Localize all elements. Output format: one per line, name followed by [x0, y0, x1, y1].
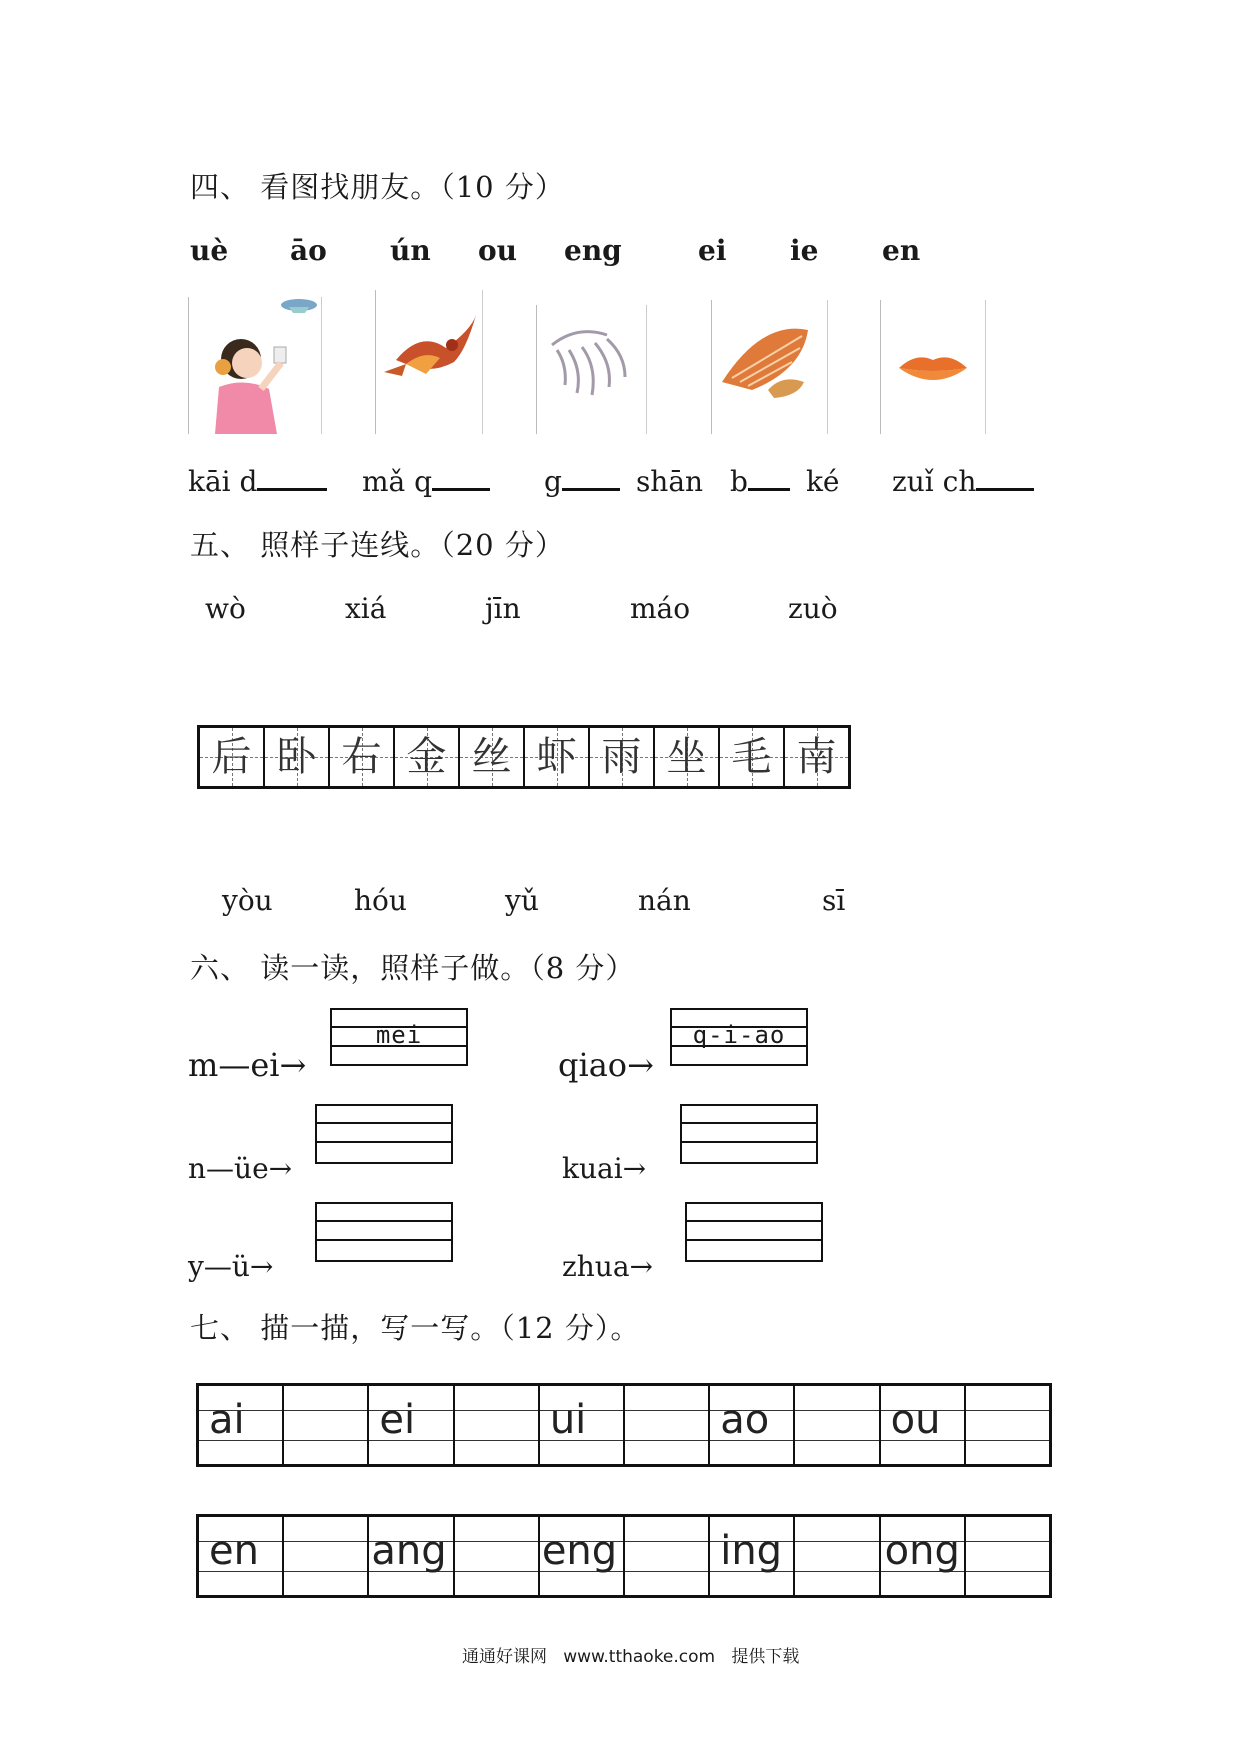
writing-cell[interactable]: [881, 1517, 966, 1595]
writing-cell[interactable]: [795, 1517, 880, 1595]
answer-text: b: [730, 465, 748, 498]
final-un: ún: [390, 234, 431, 267]
trace-text: ui: [549, 1397, 587, 1443]
trace-text: ing: [720, 1528, 783, 1574]
shell-picture: [711, 300, 828, 434]
spell-box-zhua[interactable]: [685, 1202, 823, 1262]
bottom-pinyin-yu: yǔ: [505, 884, 539, 917]
top-pinyin-mao: máo: [630, 592, 691, 625]
char: 毛: [731, 734, 772, 780]
answer-blank[interactable]: [562, 462, 620, 491]
answer-text: zuǐ ch: [892, 465, 977, 498]
writing-cell[interactable]: [710, 1386, 795, 1464]
footer-site-name: 通通好课网: [462, 1647, 547, 1667]
girl-switching-light-picture: [188, 297, 322, 434]
char-cell[interactable]: [460, 728, 525, 786]
writing-cell[interactable]: [455, 1517, 540, 1595]
writing-cell[interactable]: [710, 1517, 795, 1595]
char-cell[interactable]: [265, 728, 330, 786]
writing-cell[interactable]: [625, 1386, 710, 1464]
char-cell[interactable]: [200, 728, 265, 786]
answer-kaideng: [188, 462, 327, 498]
char-cell[interactable]: [525, 728, 590, 786]
character-grid: [197, 725, 851, 789]
char: 南: [796, 734, 837, 780]
writing-grid-row1: [196, 1383, 1052, 1467]
writing-cell[interactable]: [455, 1386, 540, 1464]
char-cell[interactable]: [395, 728, 460, 786]
writing-cell[interactable]: [284, 1386, 369, 1464]
char: 坐: [666, 734, 707, 780]
trace-text: eng: [541, 1528, 618, 1574]
char: 金: [406, 734, 447, 780]
footer: [462, 1642, 799, 1667]
spell-box-kuai[interactable]: [680, 1104, 818, 1164]
top-pinyin-jin: jīn: [485, 592, 521, 625]
feather-grass-picture: [536, 305, 647, 434]
answer-text: g: [544, 465, 562, 498]
writing-cell[interactable]: [540, 1517, 625, 1595]
answer-zuichun: [892, 462, 1034, 498]
spell-box-nue[interactable]: [315, 1104, 453, 1164]
final-ei: ei: [698, 234, 727, 267]
bird-picture: [375, 290, 483, 434]
spell-label-kuai: kuai→: [562, 1152, 647, 1185]
trace-text: ang: [371, 1528, 447, 1574]
spell-label-nue: n—üe→: [188, 1152, 293, 1185]
trace-text: ou: [890, 1397, 941, 1443]
char: 雨: [601, 734, 642, 780]
writing-cell[interactable]: [795, 1386, 880, 1464]
answer-blank[interactable]: [748, 462, 790, 491]
spell-box-qiao[interactable]: [670, 1008, 808, 1066]
writing-cell[interactable]: [199, 1517, 284, 1595]
answer-text: shān: [635, 465, 704, 498]
trace-text: ong: [884, 1528, 960, 1574]
final-eng: eng: [564, 234, 622, 267]
char: 右: [341, 734, 382, 780]
spell-box-yu[interactable]: [315, 1202, 453, 1262]
top-pinyin-zuo: zuò: [788, 592, 838, 625]
bottom-pinyin-you: yòu: [222, 884, 273, 917]
footer-url[interactable]: www.tthaoke.com: [563, 1647, 716, 1667]
char-cell[interactable]: [590, 728, 655, 786]
top-pinyin-wo: wò: [205, 592, 246, 625]
answer-text: ké: [805, 465, 840, 498]
writing-cell[interactable]: [881, 1386, 966, 1464]
bottom-pinyin-hou: hóu: [354, 884, 407, 917]
spell-label-qiao: qiao→: [558, 1046, 654, 1084]
char: 后: [211, 734, 252, 780]
char-cell[interactable]: [785, 728, 848, 786]
char: 卧: [276, 734, 317, 780]
char-cell[interactable]: [655, 728, 720, 786]
writing-cell[interactable]: [966, 1386, 1049, 1464]
spell-answer: q-i-ao: [692, 1021, 786, 1049]
writing-cell[interactable]: [199, 1386, 284, 1464]
char-cell[interactable]: [330, 728, 395, 786]
answer-blank[interactable]: [976, 462, 1034, 491]
section7-heading: 七、 描一描，写一写。（12 分）。: [190, 1311, 641, 1345]
spell-box-mei[interactable]: [330, 1008, 468, 1066]
answer-text: mǎ q: [362, 465, 433, 498]
writing-cell[interactable]: [369, 1517, 454, 1595]
final-ie: ie: [790, 234, 819, 267]
spell-label-mei: m—ei→: [188, 1046, 307, 1084]
footer-note: 提供下载: [731, 1647, 800, 1667]
answer-blank[interactable]: [432, 462, 490, 491]
trace-text: en: [209, 1528, 259, 1574]
char-cell[interactable]: [720, 728, 785, 786]
writing-cell[interactable]: [284, 1517, 369, 1595]
trace-text: ai: [209, 1397, 245, 1443]
section5-heading: 五、 照样子连线。（20 分）: [190, 528, 565, 562]
trace-text: ei: [379, 1397, 416, 1443]
answer-maque: [362, 462, 490, 498]
final-ue: uè: [190, 234, 229, 267]
final-en: en: [882, 234, 921, 267]
trace-text: ao: [720, 1397, 770, 1443]
writing-cell[interactable]: [625, 1517, 710, 1595]
writing-cell[interactable]: [966, 1517, 1049, 1595]
char: 丝: [471, 734, 512, 780]
writing-cell[interactable]: [369, 1386, 454, 1464]
final-ou: ou: [478, 234, 518, 267]
spell-label-zhua: zhua→: [562, 1250, 653, 1283]
bottom-pinyin-nan: nán: [638, 884, 691, 917]
bottom-pinyin-si: sī: [822, 884, 846, 917]
answer-blank[interactable]: [257, 462, 327, 491]
top-pinyin-xia: xiá: [345, 592, 387, 625]
spell-answer: mei: [375, 1021, 423, 1049]
lips-picture: [880, 300, 986, 434]
answer-gaoshan: [544, 462, 703, 498]
answer-beike: [730, 462, 839, 498]
final-ao: āo: [290, 234, 327, 267]
answer-text: kāi d: [188, 465, 258, 498]
section6-heading: 六、 读一读，照样子做。（8 分）: [190, 951, 636, 985]
section4-heading: 四、 看图找朋友。（10 分）: [190, 170, 565, 204]
writing-grid-row2: [196, 1514, 1052, 1598]
spell-label-yu: y—ü→: [188, 1250, 274, 1283]
char: 虾: [536, 734, 577, 780]
writing-cell[interactable]: [540, 1386, 625, 1464]
